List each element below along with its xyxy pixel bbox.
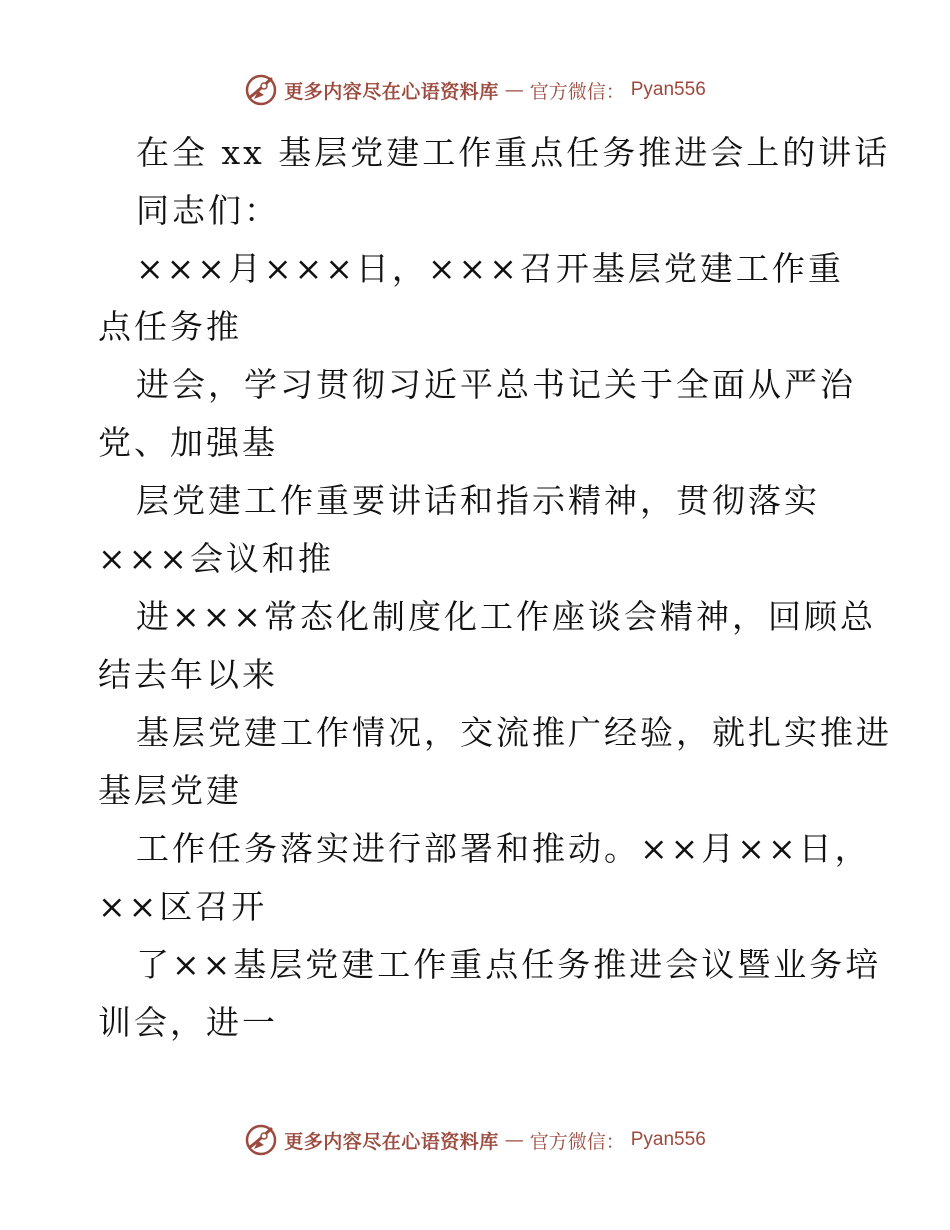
- watermark-wechat-id: Pyan556: [630, 1129, 706, 1150]
- text-line: 了××基层党建工作重点任务推进会议暨业务培: [136, 945, 882, 984]
- text-line: ×××月×××日，×××召开基层党建工作重: [136, 249, 844, 288]
- text-line: 工作任务落实进行部署和推动。××月××日，: [136, 829, 871, 868]
- header-watermark: [0, 70, 950, 110]
- footer-watermark: [0, 1120, 950, 1160]
- text-line: 训会，进一: [98, 1003, 278, 1042]
- text-line: 层党建工作重要讲话和指示精神，贯彻落实: [136, 481, 820, 520]
- text-line: 点任务推: [98, 307, 242, 346]
- text-line: 党、加强基: [98, 423, 278, 462]
- text-line: 基层党建工作情况，交流推广经验，就扎实推进: [136, 713, 892, 752]
- pen-logo-icon: [244, 73, 278, 107]
- text-line: ××区召开: [98, 887, 268, 926]
- text-line: 进会，学习贯彻习近平总书记关于全面从严治: [136, 365, 856, 404]
- watermark-separator: —: [504, 1129, 524, 1151]
- text-line: 进×××常态化制度化工作座谈会精神，回顾总: [136, 597, 876, 636]
- text-line: 基层党建: [98, 771, 242, 810]
- watermark-official-label: 官方微信：: [529, 1130, 625, 1153]
- watermark-separator: —: [504, 79, 524, 101]
- watermark-wechat-id: Pyan556: [630, 79, 706, 100]
- text-line: 在全 xx 基层党建工作重点任务推进会上的讲话: [136, 133, 891, 172]
- text-line: ×××会议和推: [98, 539, 334, 578]
- watermark-main-text: 更多内容尽在心语资料库: [284, 1130, 499, 1153]
- document-body: [98, 124, 892, 1052]
- watermark-main-text: 更多内容尽在心语资料库: [284, 80, 499, 103]
- text-line: 同志们：: [136, 191, 280, 230]
- text-line: 结去年以来: [98, 655, 278, 694]
- watermark-official-label: 官方微信：: [529, 80, 625, 103]
- pen-logo-icon: [244, 1123, 278, 1157]
